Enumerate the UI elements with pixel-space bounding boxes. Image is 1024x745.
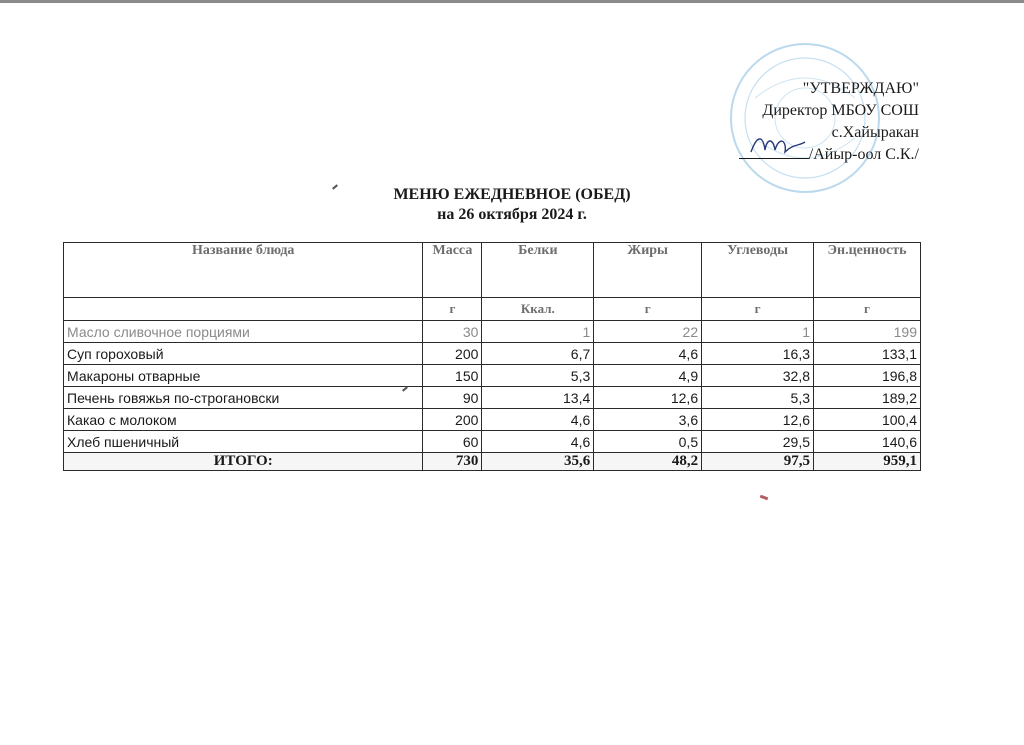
- total-fat: 48,2: [594, 453, 702, 471]
- unit-mass: г: [423, 298, 482, 321]
- dish-fat: 0,5: [594, 431, 702, 453]
- unit-protein: Ккал.: [482, 298, 594, 321]
- approval-block: [739, 78, 919, 166]
- dish-fat: 12,6: [594, 387, 702, 409]
- table-header-row: [64, 243, 921, 298]
- dish-name: Какао с молоком: [64, 409, 423, 431]
- dish-carbs: 5,3: [702, 387, 814, 409]
- dish-carbs: 1: [702, 321, 814, 343]
- dish-mass: 60: [423, 431, 482, 453]
- dish-fat: 22: [594, 321, 702, 343]
- dish-name: Масло сливочное порциями: [64, 321, 423, 343]
- table-units-row: [64, 298, 921, 321]
- table-row: [64, 431, 921, 453]
- total-carbs: 97,5: [702, 453, 814, 471]
- dish-protein: 4,6: [482, 409, 594, 431]
- dish-energy: 140,6: [814, 431, 921, 453]
- dish-energy: 199: [814, 321, 921, 343]
- header-carbs: Углеводы: [702, 243, 814, 298]
- header-dish-name: Название блюда: [64, 243, 423, 298]
- table-row: [64, 321, 921, 343]
- unit-carbs: г: [702, 298, 814, 321]
- dish-fat: 3,6: [594, 409, 702, 431]
- dish-energy: 189,2: [814, 387, 921, 409]
- scan-top-edge: [0, 0, 1024, 3]
- dish-carbs: 16,3: [702, 343, 814, 365]
- table-row: [64, 387, 921, 409]
- dish-protein: 5,3: [482, 365, 594, 387]
- dish-mass: 200: [423, 343, 482, 365]
- handwritten-signature: [747, 130, 807, 160]
- header-energy: Эн.ценность: [814, 243, 921, 298]
- dish-protein: 13,4: [482, 387, 594, 409]
- unit-dish-name: [64, 298, 423, 321]
- dish-energy: 196,8: [814, 365, 921, 387]
- dish-name: Печень говяжья по-строгановски: [64, 387, 423, 409]
- dish-energy: 133,1: [814, 343, 921, 365]
- dish-name: Макароны отварные: [64, 365, 423, 387]
- menu-table: [63, 242, 921, 471]
- table-row: [64, 365, 921, 387]
- dish-protein: 1: [482, 321, 594, 343]
- total-energy: 959,1: [814, 453, 921, 471]
- dish-mass: 150: [423, 365, 482, 387]
- unit-fat: г: [594, 298, 702, 321]
- dish-carbs: 29,5: [702, 431, 814, 453]
- header-fat: Жиры: [594, 243, 702, 298]
- table-row: [64, 409, 921, 431]
- dish-mass: 30: [423, 321, 482, 343]
- approval-signer: /Айыр-оол С.К./: [808, 146, 919, 163]
- dish-mass: 90: [423, 387, 482, 409]
- total-protein: 35,6: [482, 453, 594, 471]
- dish-fat: 4,9: [594, 365, 702, 387]
- dish-energy: 100,4: [814, 409, 921, 431]
- approval-signature-line: [739, 144, 919, 166]
- unit-energy: г: [814, 298, 921, 321]
- dish-protein: 4,6: [482, 431, 594, 453]
- dish-fat: 4,6: [594, 343, 702, 365]
- total-mass: 730: [423, 453, 482, 471]
- dish-protein: 6,7: [482, 343, 594, 365]
- table-row: [64, 343, 921, 365]
- dish-mass: 200: [423, 409, 482, 431]
- total-label: ИТОГО:: [64, 453, 423, 471]
- approval-position: Директор МБОУ СОШ: [762, 102, 919, 119]
- dish-name: Суп гороховый: [64, 343, 423, 365]
- approval-heading: "УТВЕРЖДАЮ": [802, 80, 919, 97]
- red-ink-mark: [760, 495, 769, 501]
- menu-title: МЕНЮ ЕЖЕДНЕВНОЕ (ОБЕД): [393, 186, 631, 203]
- signature-blank: [739, 144, 809, 159]
- table-total-row: [64, 453, 921, 471]
- header-protein: Белки: [482, 243, 594, 298]
- menu-date: на 26 октября 2024 г.: [437, 206, 587, 223]
- approval-village: с.Хайыракан: [831, 124, 919, 141]
- dish-name: Хлеб пшеничный: [64, 431, 423, 453]
- dish-carbs: 32,8: [702, 365, 814, 387]
- dish-carbs: 12,6: [702, 409, 814, 431]
- header-mass: Масса: [423, 243, 482, 298]
